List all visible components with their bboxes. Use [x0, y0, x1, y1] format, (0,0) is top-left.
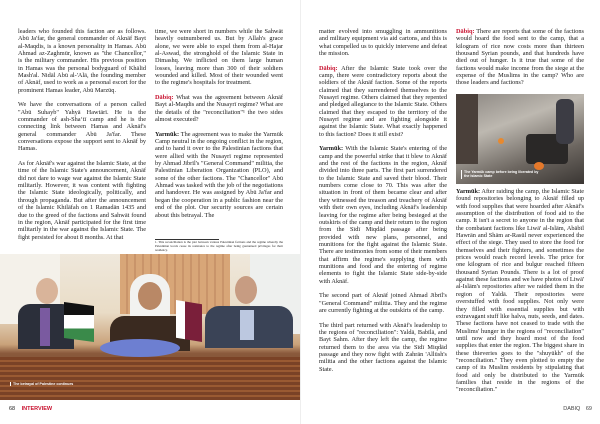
paragraph [155, 94, 283, 123]
interviewee-label: Yarmūk: [319, 145, 344, 153]
interviewee-label: Yarmūk: [456, 188, 481, 195]
column-3 [319, 28, 447, 380]
paragraph [319, 28, 447, 57]
paragraph-text: The agreement was to make the Yarmūk Camp neutral in the ongoing conflict in the region, and to hand it over to the Palestinian factions that were allied with the Nusayrī regime represented by Ahmad Jibrīl's "General Command" militia, the Palestinian Liberation Organization (PLO), and some of the other factions. The "Chancellor" Abū Ahmad was tasked with the job of the negotiations and handover. He was assigned by Abū Ja'far and began the cooperation in a public fashion near the end of the plot. Our security sources are certain about this betrayal. The [155, 130, 283, 219]
photo-caption: The betrayal of Palestine continues [10, 382, 73, 386]
photo-caption: The Yarmūk camp before being liberated by the Islamic State [461, 170, 541, 179]
interviewee-label: Yarmūk: [155, 130, 180, 138]
interviewer-label: Dābiq: [155, 94, 174, 102]
section-label: INTERVIEW [21, 406, 53, 412]
paragraph [456, 188, 584, 394]
paragraph-text: After raiding the camp, the Islamic State found repositories belonging to Aknāf filled up with food supplies that were hoarded after Aknāf's assumption of the distribution of food aid to the camp. It isn't a secret to anyone in the region that the combatant factions like Liwā' al-Islām, Abābīl Hawrān and Shām ar-Rasūl never experienced the effect of the siege. They used to store the food for themselves and their fighters, and sometimes the prices would reach record levels. The price for one kilogram of rice and bulgur reached fifteen thousand Syrian Pounds. There is a lot of proof against these factions and we have photos of Liwā' al-Islām's repositories after we raided them in the region of Yaldā. Their repositories were overstuffed with food supplies. Not only were they filled with essential supplies but with extravagant stuff like halva, nuts, seeds, and dates. These factions have not ceased to trade with the Muslims' hunger in the regions of "reconciliation" until now and they hoard most of the food supplies that enter the region. The biggest share in these thieveries goes to the "shuyūkh" of the "reconciliation." They even plotted to empty the camp of its Muslim residents by stipulating that food aid only be distributed to the Yarmūk families that reside in the regions of the "reconciliation." [456, 188, 584, 394]
paragraph [18, 101, 146, 152]
paragraph-text: We have the conversations of a person called "Abū Suhayb" Yahyā Hawtārī. He is the commander of ash-Shaʻtī camp and he is the connecting link between Hamas and Aknāf's general commander Abū Ja'far. These conversations expose the support sent to Aknāf by Hamas. [18, 101, 146, 153]
paragraph [319, 145, 447, 285]
paragraph [18, 28, 146, 94]
footnote [155, 239, 283, 252]
paragraph [18, 160, 146, 241]
page-footer-right [563, 406, 592, 412]
column-4-top [456, 28, 584, 94]
magazine-name: DABIQ [563, 406, 581, 412]
paragraph-text: leaders who founded this faction are as follows. Abū Ja'far, the general commander of Aknāf Bayt al-Maqdis, is a known personality in Hamas. Abū Ahmad az-Zaghmūr, known as "the Chancellor," is the military commander. His previous position in Hamas was the personal bodyguard of Khālid Mash'al. Nidāl Abū al-'Alā, the founding member of Aknāf, used to work as a personal escort for the prominent Hamas leader, Abū Marzūq. [18, 28, 146, 94]
interviewer-label: Dābiq: [456, 28, 475, 35]
column-4-bottom [456, 188, 584, 401]
paragraph [456, 28, 584, 87]
paragraph-text: With the Islamic State's entering of the camp and the powerful strike that it blew to Aknāf and the rest of the factions in the region, Aknāf divided into three parts. The first part surrendered to the Islamic State and saved their blood. Their numbers come close to 70. This was after the situation in front of them became clear and after they witnessed the treason and treachery of Aknāf with their own eyes, including Aknāf's leadership leaving for the regime after being besieged at the outskirts of the camp and their return to the region from the Sīdī Miqdād passage after being provided with new plans, personnel, and munitions for the fight against the Islamic State. There are testimonies from some of their members that affirm the regime's supplying them with munitions and food and the entering of regime elements to fight the Islamic State side-by-side with Aknāf. [319, 145, 447, 285]
page-number: 68 [9, 406, 16, 412]
footnote-text: 1. This reconciliation is the plot between various Palestinian factions and the regime whereby the Palestinian locals cease its resistance to the regime after being guaranteed privileges for their residency. [155, 240, 283, 252]
paragraph-text: The second part of Aknāf joined Ahmad Jibrīl's "General Command" militia. They and the regime are currently fighting at the outskirts of the camp. [319, 292, 447, 314]
paragraph [319, 292, 447, 314]
page-number: 69 [585, 406, 592, 412]
paragraph [155, 28, 283, 87]
page-footer-left [9, 406, 52, 412]
right-page [300, 0, 600, 424]
paragraph-text: There are reports that some of the factions would hoard the food sent to the camp, that a kilogram of rice now costs more than thirteen thousand Syrian pounds, and that hundreds have died out of hunger. Is it true that some of the factions would make income from the siege at the expense of the Muslims in the camp? Who are those leaders and factions? [456, 28, 584, 87]
paragraph-text: matter evolved into smuggling in ammunitions and military equipment via aid cartons, and this is what compelled us to quickly intervene and defeat the mission. [319, 28, 447, 58]
paragraph [319, 65, 447, 138]
paragraph-text: After the Islamic State took over the camp, there were contradictory reports about the soldiers of the Aknāf faction. Some of the reports claimed that they surrendered themselves to the Nusayrī regime. Others claimed that they repented and pledged allegiance to the Islamic State. Others claimed that they escaped to the territory of the Nusayrī regime and are fighting alongside it against the Islamic State. What exactly happened to this faction? Does it still exist? [319, 64, 447, 138]
paragraph-text: time, we were short in numbers while the Sahwāt heavily outnumbered us. But by Allah's grace alone, we were able to expel them from al-Hajar al-Aswad, the stronghold of the Islamic State in Dimashq. We inflicted on them large human losses, leaving more than 300 of their soldiers wounded and killed. Most of their wounded went to the regime's hospitals for treatment. [155, 28, 283, 87]
interviewer-label: Dābiq: [319, 64, 338, 72]
paragraph-text: As for Aknāf's war against the Islamic State, at the time of the Islamic State's announcement, Aknāf did not dare to wage war against the Islamic State militarily. However, it was content with fighting the Islamic State ideologically, politically, and through propaganda. But after the announcement of the Islamic Khilāfah on 1 Ramadān 1435 and due to the greed of the factions and Sahwāt found in the region, Aknāf participated for the first time militarily in the war against the Islamic State. The fight persisted for about 8 months. At that [18, 160, 146, 241]
paragraph [319, 322, 447, 373]
paragraph-text: The third part returned with Aknāf's leadership to the regions of "reconciliation": Yaldā, Babīlā, and Bayt Sahm. After they left the camp, the regime returned them to the area via the Sīdī Miqdād passage and they now fight with Zahrān 'Allūsh's militia and the other factions against the Islamic State. [319, 321, 447, 373]
paragraph [155, 131, 283, 219]
photo-camp [456, 94, 584, 184]
column-2 [155, 28, 283, 226]
photo-leaders [0, 254, 300, 400]
column-1 [18, 28, 146, 248]
paragraph-text: What was the agreement between Aknāf Bayt al-Maqdis and the Nusayrī regime? What are the details of the "reconciliation"¹ the two sides almost executed? [155, 94, 283, 124]
